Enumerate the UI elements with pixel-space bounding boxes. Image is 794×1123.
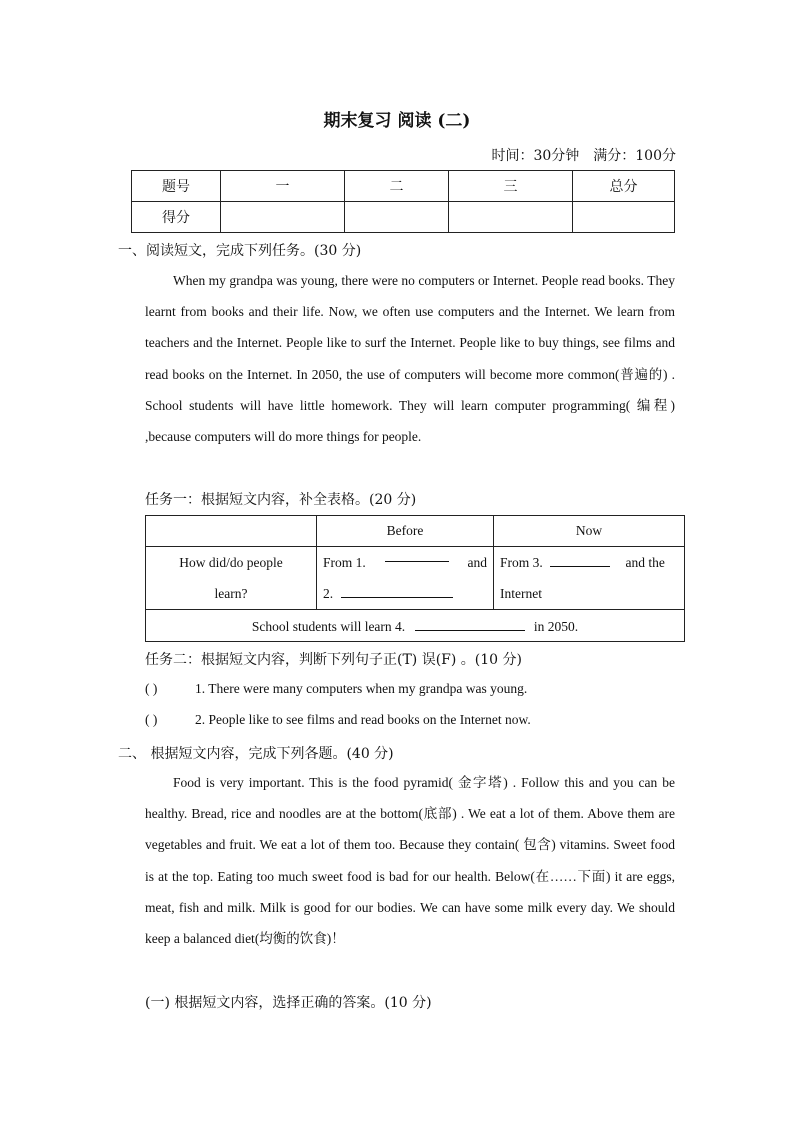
task1-table-bottom-row (146, 610, 685, 642)
section2-sub-heading: (一) 根据短文内容，选择正确的答案。(10 分) (145, 995, 432, 1011)
task1-before-cell (317, 547, 494, 610)
blank-2[interactable] (341, 583, 453, 598)
judge-statement: 2. People like to see films and read books on the Internet now. (195, 712, 531, 727)
bottom-label-1: School students will learn 4. (251, 619, 406, 634)
answer-paren[interactable]: ( ) (145, 681, 158, 696)
time-score-info: 时间：30分钟 满分：100分 (491, 148, 676, 164)
score-cell[interactable] (221, 202, 345, 233)
page-title: 期末复习 阅读 (二) (323, 111, 471, 131)
score-table-header-row (132, 171, 675, 202)
score-cell[interactable] (573, 202, 675, 233)
task1-table-row (146, 547, 685, 610)
now-from-label: From 3. (500, 555, 543, 570)
now-and-label: and the Internet (500, 555, 665, 601)
blank-3[interactable] (550, 552, 610, 567)
task1-table (145, 515, 685, 642)
section1-passage: When my grandpa was young, there were no computers or Internet. People read books. They learnt from books and their life. Now, we often use computers and the Internet. We learn from teachers and the Internet. People like to surf the Internet. People like to buy things, see films and read books on the Internet. In 2050, the use of computers will become more common(普遍的) . School students will have little homework. They will learn computer programming( 编程) ,because computers will do more things for people. (145, 273, 675, 445)
score-header-cell: 总分 (573, 171, 675, 202)
before-2-label: 2. (323, 586, 334, 601)
score-header-cell: 一 (221, 171, 345, 202)
task1-table-header-row (146, 516, 685, 547)
bottom-label-2: in 2050. (533, 619, 579, 634)
judge-item-2 (145, 712, 531, 728)
score-cell[interactable] (449, 202, 573, 233)
task1-col-now: Now (494, 516, 685, 547)
answer-paren[interactable]: ( ) (145, 712, 158, 727)
blank-1[interactable] (385, 547, 449, 562)
score-header-cell: 题号 (132, 171, 221, 202)
score-header-cell: 二 (345, 171, 449, 202)
task1-row-label: How did/do people learn? (146, 547, 317, 610)
task1-before-line2 (323, 578, 487, 609)
blank-4[interactable] (415, 616, 525, 631)
task1-bottom-cell (146, 610, 685, 642)
score-cell[interactable] (345, 202, 449, 233)
task1-now-cell (494, 547, 685, 610)
section2-heading: 二、 根据短文内容，完成下列各题。(40 分) (118, 746, 394, 762)
task1-before-line1 (323, 547, 487, 578)
section2-passage: Food is very important. This is the food pyramid( 金字塔) . Follow this and you can be healthy. Bread, rice and noodles are at the bottom(底部) . We eat a lot of them. Above them are vegetables and fruit. We eat a lot of them too. Because they contain( 包含) vitamins. Sweet food is at the top. Eating too much sweet food is bad for our health. Below(在……下面) it are eggs, meat, fish and milk. Milk is good for our bodies. We can have some milk every day. We should keep a balanced diet(均衡的饮食)！ (145, 775, 675, 947)
score-table-score-row (132, 202, 675, 233)
task1-heading: 任务一：根据短文内容，补全表格。(20 分) (145, 492, 417, 508)
score-row-label: 得分 (132, 202, 221, 233)
before-and-label: and (467, 555, 487, 570)
score-table (131, 170, 675, 233)
judge-statement: 1. There were many computers when my grandpa was young. (195, 681, 528, 696)
task1-col-before: Before (317, 516, 494, 547)
section1-heading: 一、阅读短文，完成下列任务。(30 分) (118, 243, 362, 259)
judge-item-1 (145, 681, 527, 697)
before-from-label: From 1. (323, 555, 366, 570)
score-header-cell: 三 (449, 171, 573, 202)
task2-heading: 任务二：根据短文内容，判断下列句子正(T) 误(F) 。(10 分) (145, 652, 522, 668)
task1-empty-corner (146, 516, 317, 547)
